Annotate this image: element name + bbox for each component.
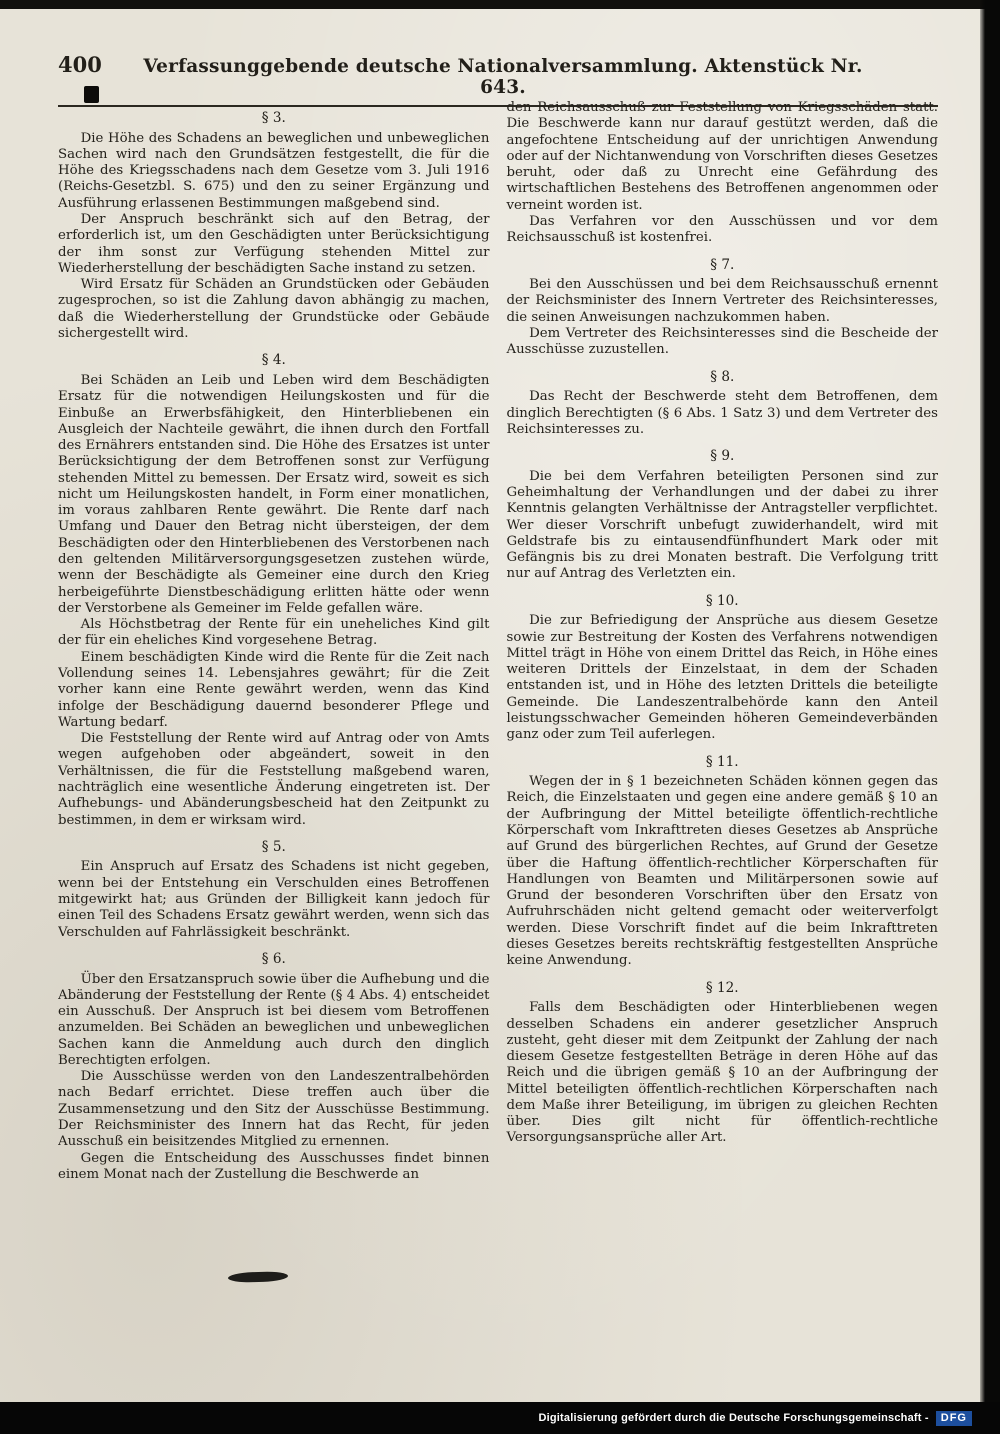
paragraph: Die bei dem Verfahren beteiligten Personen sind zur Geheimhaltung der Verhandlungen und der dabei zu ihrer Kenntnis gelangten Verhältnisse der Antragsteller verpflichtet. Wer dieser Vorschrift unbefugt zuwiderhandelt, wird mit Geldstrafe bis zu eintausendfünfhundert Mark oder mit Gefängnis bis zu drei Monaten bestraft. Die Verfolgung tritt nur auf Antrag des Verletzten ein. [506,468,938,582]
paragraph: Dem Vertreter des Reichsinteresses sind die Bescheide der Ausschüsse zuzustellen. [506,326,938,358]
paragraph: Die Höhe des Schadens an beweglichen und unbeweglichen Sachen wird nach den Grundsätzen festgestellt, die für die Höhe des Kriegsschadens nach dem Gesetze vom 3. Juli 1916 (Reichs-Gesetzbl. S. 675) und den zu seiner Ergänzung und Ausführung erlassenen Bestimmungen maßgebend sind. [58,130,490,211]
paragraph: Das Verfahren vor den Ausschüssen und vor dem Reichsausschuß ist kostenfrei. [506,213,938,246]
dfg-logo: DFG [936,1411,972,1426]
scan-edge-right [980,0,1000,1434]
paragraph: Die zur Befriedigung der Ansprüche aus diesem Gesetze sowie zur Bestreitung der Kosten des Verfahrens notwendigen Mittel trägt in Höhe von einem Drittel das Reich, in Höhe eines weiteren Drittels der Einzelstaat, in dem der Schaden entstanden ist, und in Höhe des letzten Drittels die beteiligte Gemeinde. Die Landeszentralbehörde kann den Anteil leistungsschwacher Gemeinden höheren Gemeindeverbänden ganz oder zum Teil auferlegen. [506,613,938,743]
section-heading: § 9. [710,448,735,465]
paragraph: Die Ausschüsse werden von den Landeszentralbehörden nach Bedarf errichtet. Diese treffen auch über die Zusammensetzung und den Sitz der Ausschüsse Bestimmung. Der Reichsminister des Innern hat das Recht, für jeden Ausschuß ein beisitzendes Mitglied zu ernennen. [58,1069,490,1150]
paragraph: Wegen der in § 1 bezeichneten Schäden können gegen das Reich, die Einzelstaaten und gegen eine andere gemäß § 10 an der Aufbringung der Mittel beteiligte öffentlich-rechtliche Körperschaft vom Inkrafttreten dieses Gesetzes ab Ansprüche auf Grund des bürgerlichen Rechtes, auf Grund der Gesetze über die Haftung öffentlich-rechtlicher Körperschaften für Handlungen von Beamten und Militärpersonen sowie auf Grund der besonderen Vorschriften über den Ersatz von Aufruhrschäden nicht geltend gemacht oder weiterverfolgt werden. Diese Vorschrift findet auf die beim Inkrafttreten dieses Gesetzes bereits rechtskräftig festgestellten Ansprüche keine Anwendung. [506,774,938,969]
paragraph: Die Feststellung der Rente wird auf Antrag oder von Amts wegen aufgehoben oder abgeändert, soweit in den Verhältnissen, die für die Feststellung maßgebend waren, nachträglich eine wesentliche Änderung eingetreten ist. Der Aufhebungs- und Abänderungsbescheid hat den Zeitpunkt zu bestimmen, in dem er wirksam wird. [58,731,490,828]
paragraph: Wird Ersatz für Schäden an Grundstücken oder Gebäuden zugesprochen, so ist die Zahlung davon abhängig zu machen, daß die Wiederherstellung der Grundstücke oder Gebäude sichergestellt wird. [58,277,490,342]
paragraph: Gegen die Entscheidung des Ausschusses findet binnen einem Monat nach der Zustellung die Beschwerde an [58,1150,490,1182]
page-number: 400 [58,52,102,77]
paragraph: Ein Anspruch auf Ersatz des Schadens ist nicht gegeben, wenn bei der Entstehung ein Verschulden eines Betroffenen mitgewirkt hat; aus Gründen der Billigkeit kann jedoch für einen Teil des Schadens Ersatz gewährt werden, wenn sich das Verschulden auf Fahrlässigkeit beschränkt. [58,859,490,940]
section-heading: § 7. [710,256,735,273]
paragraph: Der Anspruch beschränkt sich auf den Betrag, der erforderlich ist, um den Geschädigten unter Berücksichtigung der ihm sonst zur Verfügung stehenden Mittel zur Wiederherstellung der beschädigten Sache instand zu setzen. [58,212,490,276]
left-column [58,100,490,1392]
paragraph: Als Höchstbetrag der Rente für ein uneheliches Kind gilt der für ein eheliches Kind vorgesehene Betrag. [58,617,490,649]
section-heading: § 6. [261,950,286,967]
paragraph: Falls dem Beschädigten oder Hinterbliebenen wegen desselben Schadens ein anderer gesetzlicher Anspruch zusteht, geht dieser mit dem Zeitpunkt der Zahlung der nach diesem Gesetze festgestellten Beträge in deren Höhe auf das Reich und die übrigen gemäß § 10 an der Aufbringung der Mittel beteiligten öffentlich-rechtlichen Körperschaften nach dem Maße ihrer Beteiligung, im übrigen zu gleichen Rechten über. Dies gilt nicht für öffentlich-rechtliche Versorgungsansprüche aller Art. [506,1000,938,1146]
section-heading: § 11. [705,753,739,770]
paragraph: Über den Ersatzanspruch sowie über die Aufhebung und die Abänderung der Feststellung der Rente (§ 4 Abs. 4) entscheidet ein Ausschuß. Der Anspruch ist bei diesem vom Betroffenen anzumelden. Bei Schäden an beweglichen und unbeweglichen Sachen kann die Anmeldung auch durch den dinglich Berechtigten erfolgen. [58,971,490,1068]
section-heading: § 3. [261,110,286,126]
right-column [507,100,939,1392]
section-heading: § 4. [261,352,286,369]
footer-bar [0,1402,1000,1434]
text-body [58,100,938,1392]
scan-edge-top [0,0,1000,9]
paragraph: den Reichsausschuß zur Feststellung von Kriegsschäden statt. Die Beschwerde kann nur darauf gestützt werden, daß die angefochtene Entscheidung auf der unrichtigen Anwendung oder auf der Nichtanwendung von Vorschriften dieses Gesetzes beruht, oder daß zu Unrecht eine Gefährdung des wirtschaftlichen Bestehens des Betroffenen angenommen oder verneint worden ist. [506,100,938,213]
paragraph: Bei den Ausschüssen und bei dem Reichsausschuß ernennt der Reichsminister des Innern Vertreter des Reichsinteresses, die seinen Anweisungen nachzukommen haben. [506,277,938,325]
document-title: Verfassunggebende deutsche Nationalversammlung. Aktenstück Nr. 643. [143,56,863,98]
page-header [58,52,938,107]
section-heading: § 10. [705,592,739,609]
section-heading: § 8. [710,368,735,385]
paragraph: Bei Schäden an Leib und Leben wird dem Beschädigten Ersatz für die notwendigen Heilungskosten und für die Einbuße an Erwerbsfähigkeit, den Hinterbliebenen ein Ausgleich der Nachteile gewährt, die ihnen durch den Fortfall des Ernährers entstanden sind. Die Höhe des Ersatzes ist unter Berücksichtigung der dem Betroffenen sonst zur Verfügung stehenden Mittel zu bemessen. Der Ersatz wird, soweit es sich nicht um Heilungskosten handelt, in Form einer monatlichen, im voraus zahlbaren Rente gewährt. Die Rente darf nach Umfang und Dauer den Betrag nicht übersteigen, der dem Beschädigten oder den Hinterbliebenen des Verstorbenen nach den geltenden Militärversorgungsgesetzen zustehen würde, wenn der Beschädigte als Gemeiner eine durch den Krieg herbeigeführte Dienstbeschädigung erlitten hätte oder wenn der Verstorbene als Gemeiner im Felde gefallen wäre. [58,372,490,616]
section-heading: § 12. [705,979,739,996]
section-heading: § 5. [261,838,286,855]
paragraph: Einem beschädigten Kinde wird die Rente für die Zeit nach Vollendung seines 14. Lebensjahres gewährt; für die Zeit vorher kann eine Rente gewährt werden, wenn das Kind infolge der Beschädigung dauernd besonderer Pflege und Wartung bedarf. [58,649,490,730]
digitization-attribution: Digitalisierung gefördert durch die Deutsche Forschungsgemeinschaft - [538,1412,929,1424]
paragraph: Das Recht der Beschwerde steht dem Betroffenen, dem dinglich Berechtigten (§ 6 Abs. 1 Satz 3) und dem Vertreter des Reichsinteresses zu. [506,389,938,437]
